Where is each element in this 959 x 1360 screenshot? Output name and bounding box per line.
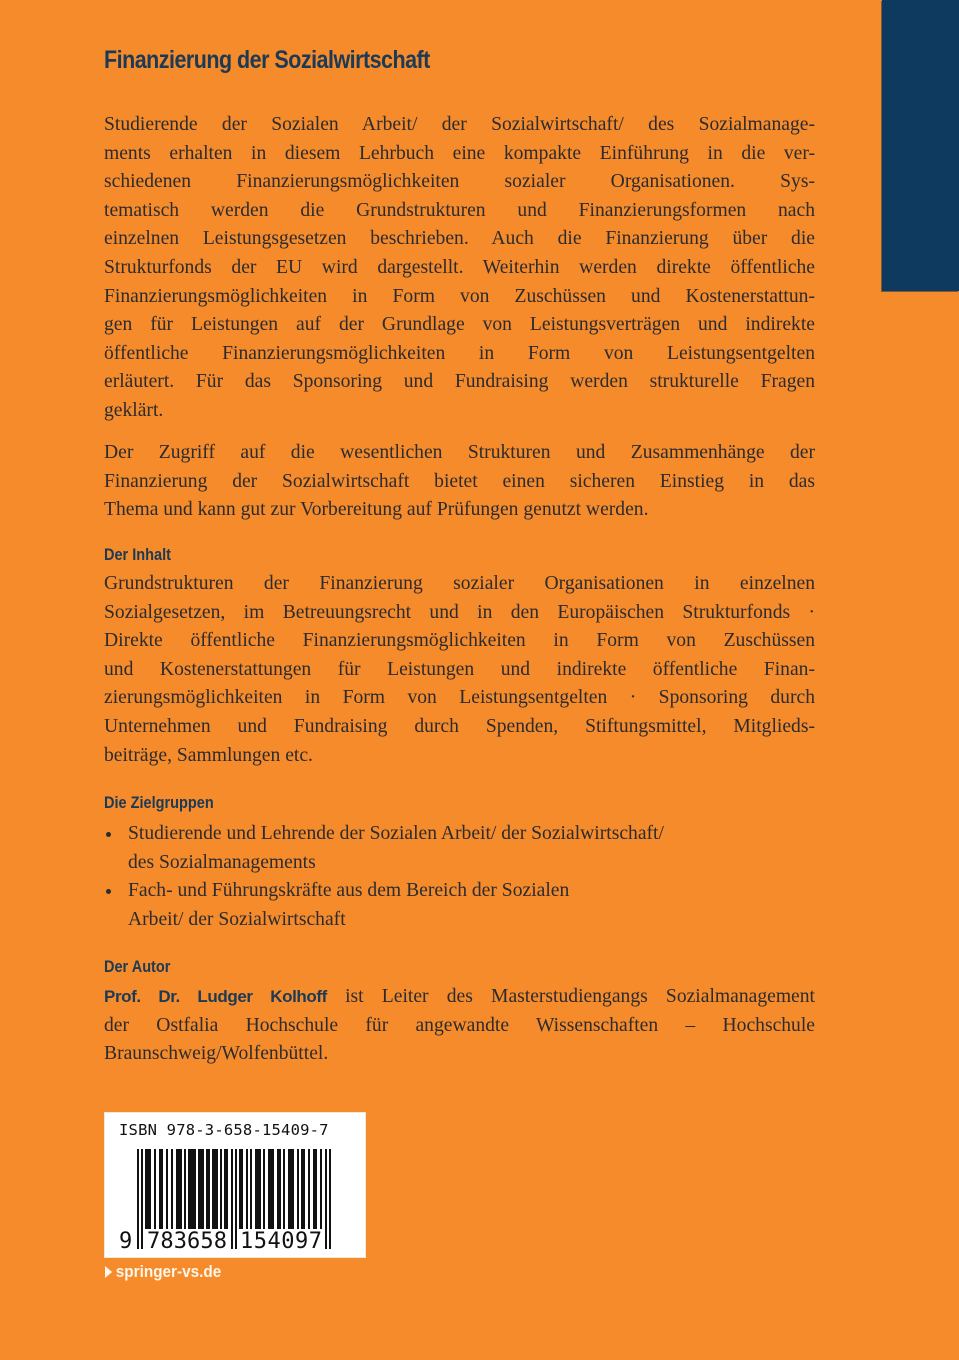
isbn-barcode bbox=[104, 1112, 366, 1258]
text-line: Braunschweig/Wolfenbüttel. bbox=[104, 1043, 329, 1065]
text-line: ments erhalten in diesem Lehrbuch eine kompakte Einführung in die ver- bbox=[104, 142, 815, 164]
content-heading: Der Inhalt bbox=[104, 546, 171, 564]
barcode-icon bbox=[117, 1149, 353, 1249]
list-item-line: Fach- und Führungskräfte aus dem Bereich der Sozialen bbox=[128, 880, 570, 902]
list-item-line: Studierende und Lehrende der Sozialen Arbeit/ der Sozialwirtschaft/ bbox=[128, 823, 664, 844]
text-line: geklärt. bbox=[104, 399, 164, 421]
text-line: tematisch werden die Grundstrukturen und Finanzierungsformen nach bbox=[104, 199, 815, 221]
text-line: Der Zugriff auf die wesentlichen Strukturen und Zusammenhänge der bbox=[104, 442, 815, 463]
author-name: Prof. Dr. Ludger Kolhoff bbox=[104, 987, 327, 1006]
triangle-right-icon bbox=[105, 1266, 112, 1278]
text-line: Finanzierung der Sozialwirtschaft bietet einen sicheren Einstieg in das bbox=[104, 470, 815, 492]
text-line: Thema und kann gut zur Vorbereitung auf Prüfungen genutzt werden. bbox=[104, 499, 649, 521]
text-line: Finanzierungsmöglichkeiten in Form von Zuschüssen und Kostenerstattun- bbox=[104, 285, 815, 307]
book-title: Finanzierung der Sozialwirtschaft bbox=[104, 46, 430, 74]
text-line: Strukturfonds der EU wird dargestellt. Weiterhin werden direkte öffentliche bbox=[104, 256, 815, 278]
author-heading: Der Autor bbox=[104, 958, 171, 976]
text-line: Sozialgesetzen, im Betreuungsrecht und in den Europäischen Strukturfonds · bbox=[104, 601, 815, 623]
text-line: schiedenen Finanzierungsmöglichkeiten sozialer Organisationen. Sys- bbox=[104, 171, 815, 193]
author-paragraph bbox=[104, 983, 815, 1069]
text-line: gen für Leistungen auf der Grundlage von Leistungsverträgen und indirekte bbox=[104, 314, 815, 336]
ean-right-digits: 154097 bbox=[240, 1229, 322, 1249]
isbn-label: ISBN 978-3-658-15409-7 bbox=[119, 1121, 329, 1139]
text-line: Unternehmen und Fundraising durch Spenden, Stiftungsmittel, Mitglieds- bbox=[104, 715, 815, 737]
publisher-website-text: springer-vs.de bbox=[115, 1262, 222, 1281]
author-text: ist Leiter des Masterstudiengangs Sozialmanagement bbox=[326, 986, 815, 1007]
publisher-website-link[interactable] bbox=[105, 1262, 221, 1282]
text-line: Direkte öffentliche Finanzierungsmöglichkeiten in Form von Zuschüssen bbox=[104, 630, 815, 652]
list-item-line: Arbeit/ der Sozialwirtschaft bbox=[128, 908, 346, 930]
ean-left-digits: 783658 bbox=[147, 1229, 227, 1249]
text-line: Studierende der Sozialen Arbeit/ der Sozialwirtschaft/ des Sozialmanage- bbox=[104, 114, 815, 135]
text-line: zierungsmöglichkeiten in Form von Leistungsentgelten · Sponsoring durch bbox=[104, 687, 815, 709]
text-line: Grundstrukturen der Finanzierung sozialer Organisationen in einzelnen bbox=[104, 573, 815, 594]
text-line: und Kostenerstattungen für Leistungen und indirekte öffentliche Finan- bbox=[104, 658, 815, 680]
target-groups-list bbox=[104, 820, 815, 934]
list-item bbox=[104, 877, 815, 934]
bullet-icon bbox=[106, 889, 111, 894]
accent-color-block bbox=[882, 0, 959, 291]
text-line: der Ostfalia Hochschule für angewandte Wissenschaften – Hochschule bbox=[104, 1014, 815, 1036]
text-line: erläutert. Für das Sponsoring und Fundraising werden strukturelle Fragen bbox=[104, 371, 815, 393]
content-paragraph bbox=[104, 570, 815, 770]
list-item-line: des Sozialmanagements bbox=[128, 851, 316, 873]
text-line bbox=[104, 983, 815, 1012]
text-line: beiträge, Sammlungen etc. bbox=[104, 744, 313, 766]
bullet-icon bbox=[106, 832, 111, 837]
text-line: öffentliche Finanzierungsmöglichkeiten in Form von Leistungsentgelten bbox=[104, 342, 815, 364]
ean-first-digit: 9 bbox=[119, 1229, 133, 1249]
description-paragraph-1 bbox=[104, 111, 815, 426]
description-paragraph-2 bbox=[104, 439, 815, 525]
list-item bbox=[104, 820, 815, 877]
text-line: einzelnen Leistungsgesetzen beschrieben. Auch die Finanzierung über die bbox=[104, 228, 815, 250]
target-groups-heading: Die Zielgruppen bbox=[104, 794, 214, 812]
